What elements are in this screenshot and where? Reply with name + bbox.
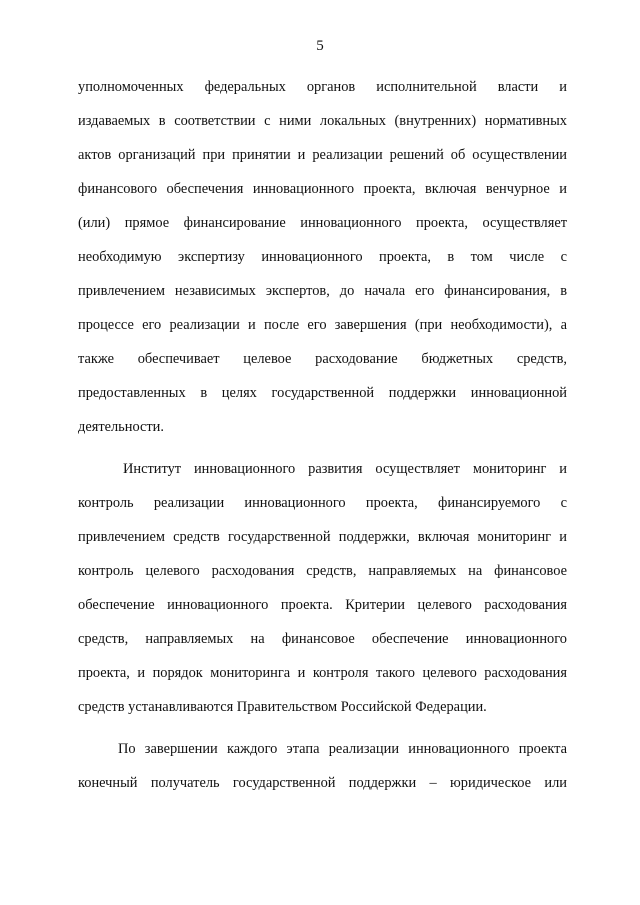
text-line: деятельности. xyxy=(78,419,164,435)
text-line: уполномоченных федеральных органов исполнительной власти и xyxy=(78,79,567,95)
text-line: предоставленных в целях государственной поддержки инновационной xyxy=(78,385,567,401)
text-line: привлечением независимых экспертов, до начала его финансирования, в xyxy=(78,283,567,299)
text-line: средств устанавливаются Правительством Российской Федерации. xyxy=(78,699,487,715)
text-line: также обеспечивает целевое расходование бюджетных средств, xyxy=(78,351,567,367)
text-line: актов организаций при принятии и реализации решений об осуществлении xyxy=(78,147,567,163)
text-line: финансового обеспечения инновационного проекта, включая венчурное и xyxy=(78,181,567,197)
text-line: контроль реализации инновационного проекта, финансируемого с xyxy=(78,495,567,511)
text-line: По завершении каждого этапа реализации инновационного проекта xyxy=(118,741,567,757)
text-line: контроль целевого расходования средств, направляемых на финансовое xyxy=(78,563,567,579)
text-line: привлечением средств государственной поддержки, включая мониторинг и xyxy=(78,529,567,545)
text-line: (или) прямое финансирование инновационного проекта, осуществляет xyxy=(78,215,567,231)
body-text xyxy=(78,76,567,806)
text-line: процессе его реализации и после его завершения (при необходимости), а xyxy=(78,317,567,333)
text-line: проекта, и порядок мониторинга и контроля такого целевого расходования xyxy=(78,665,567,681)
text-line: издаваемых в соответствии с ними локальных (внутренних) нормативных xyxy=(78,113,567,129)
text-line: средств, направляемых на финансовое обеспечение инновационного xyxy=(78,631,567,647)
paragraph xyxy=(78,76,567,450)
text-line: обеспечение инновационного проекта. Критерии целевого расходования xyxy=(78,597,567,613)
text-line: Институт инновационного развития осуществляет мониторинг и xyxy=(123,461,567,477)
text-line: конечный получатель государственной поддержки – юридическое или xyxy=(78,775,567,791)
paragraph xyxy=(78,738,567,806)
paragraph-spacing xyxy=(78,450,567,458)
paragraph xyxy=(78,458,567,730)
text-line: необходимую экспертизу инновационного проекта, в том числе с xyxy=(78,249,567,265)
page-number: 5 xyxy=(316,38,324,54)
paragraph-spacing xyxy=(78,730,567,738)
